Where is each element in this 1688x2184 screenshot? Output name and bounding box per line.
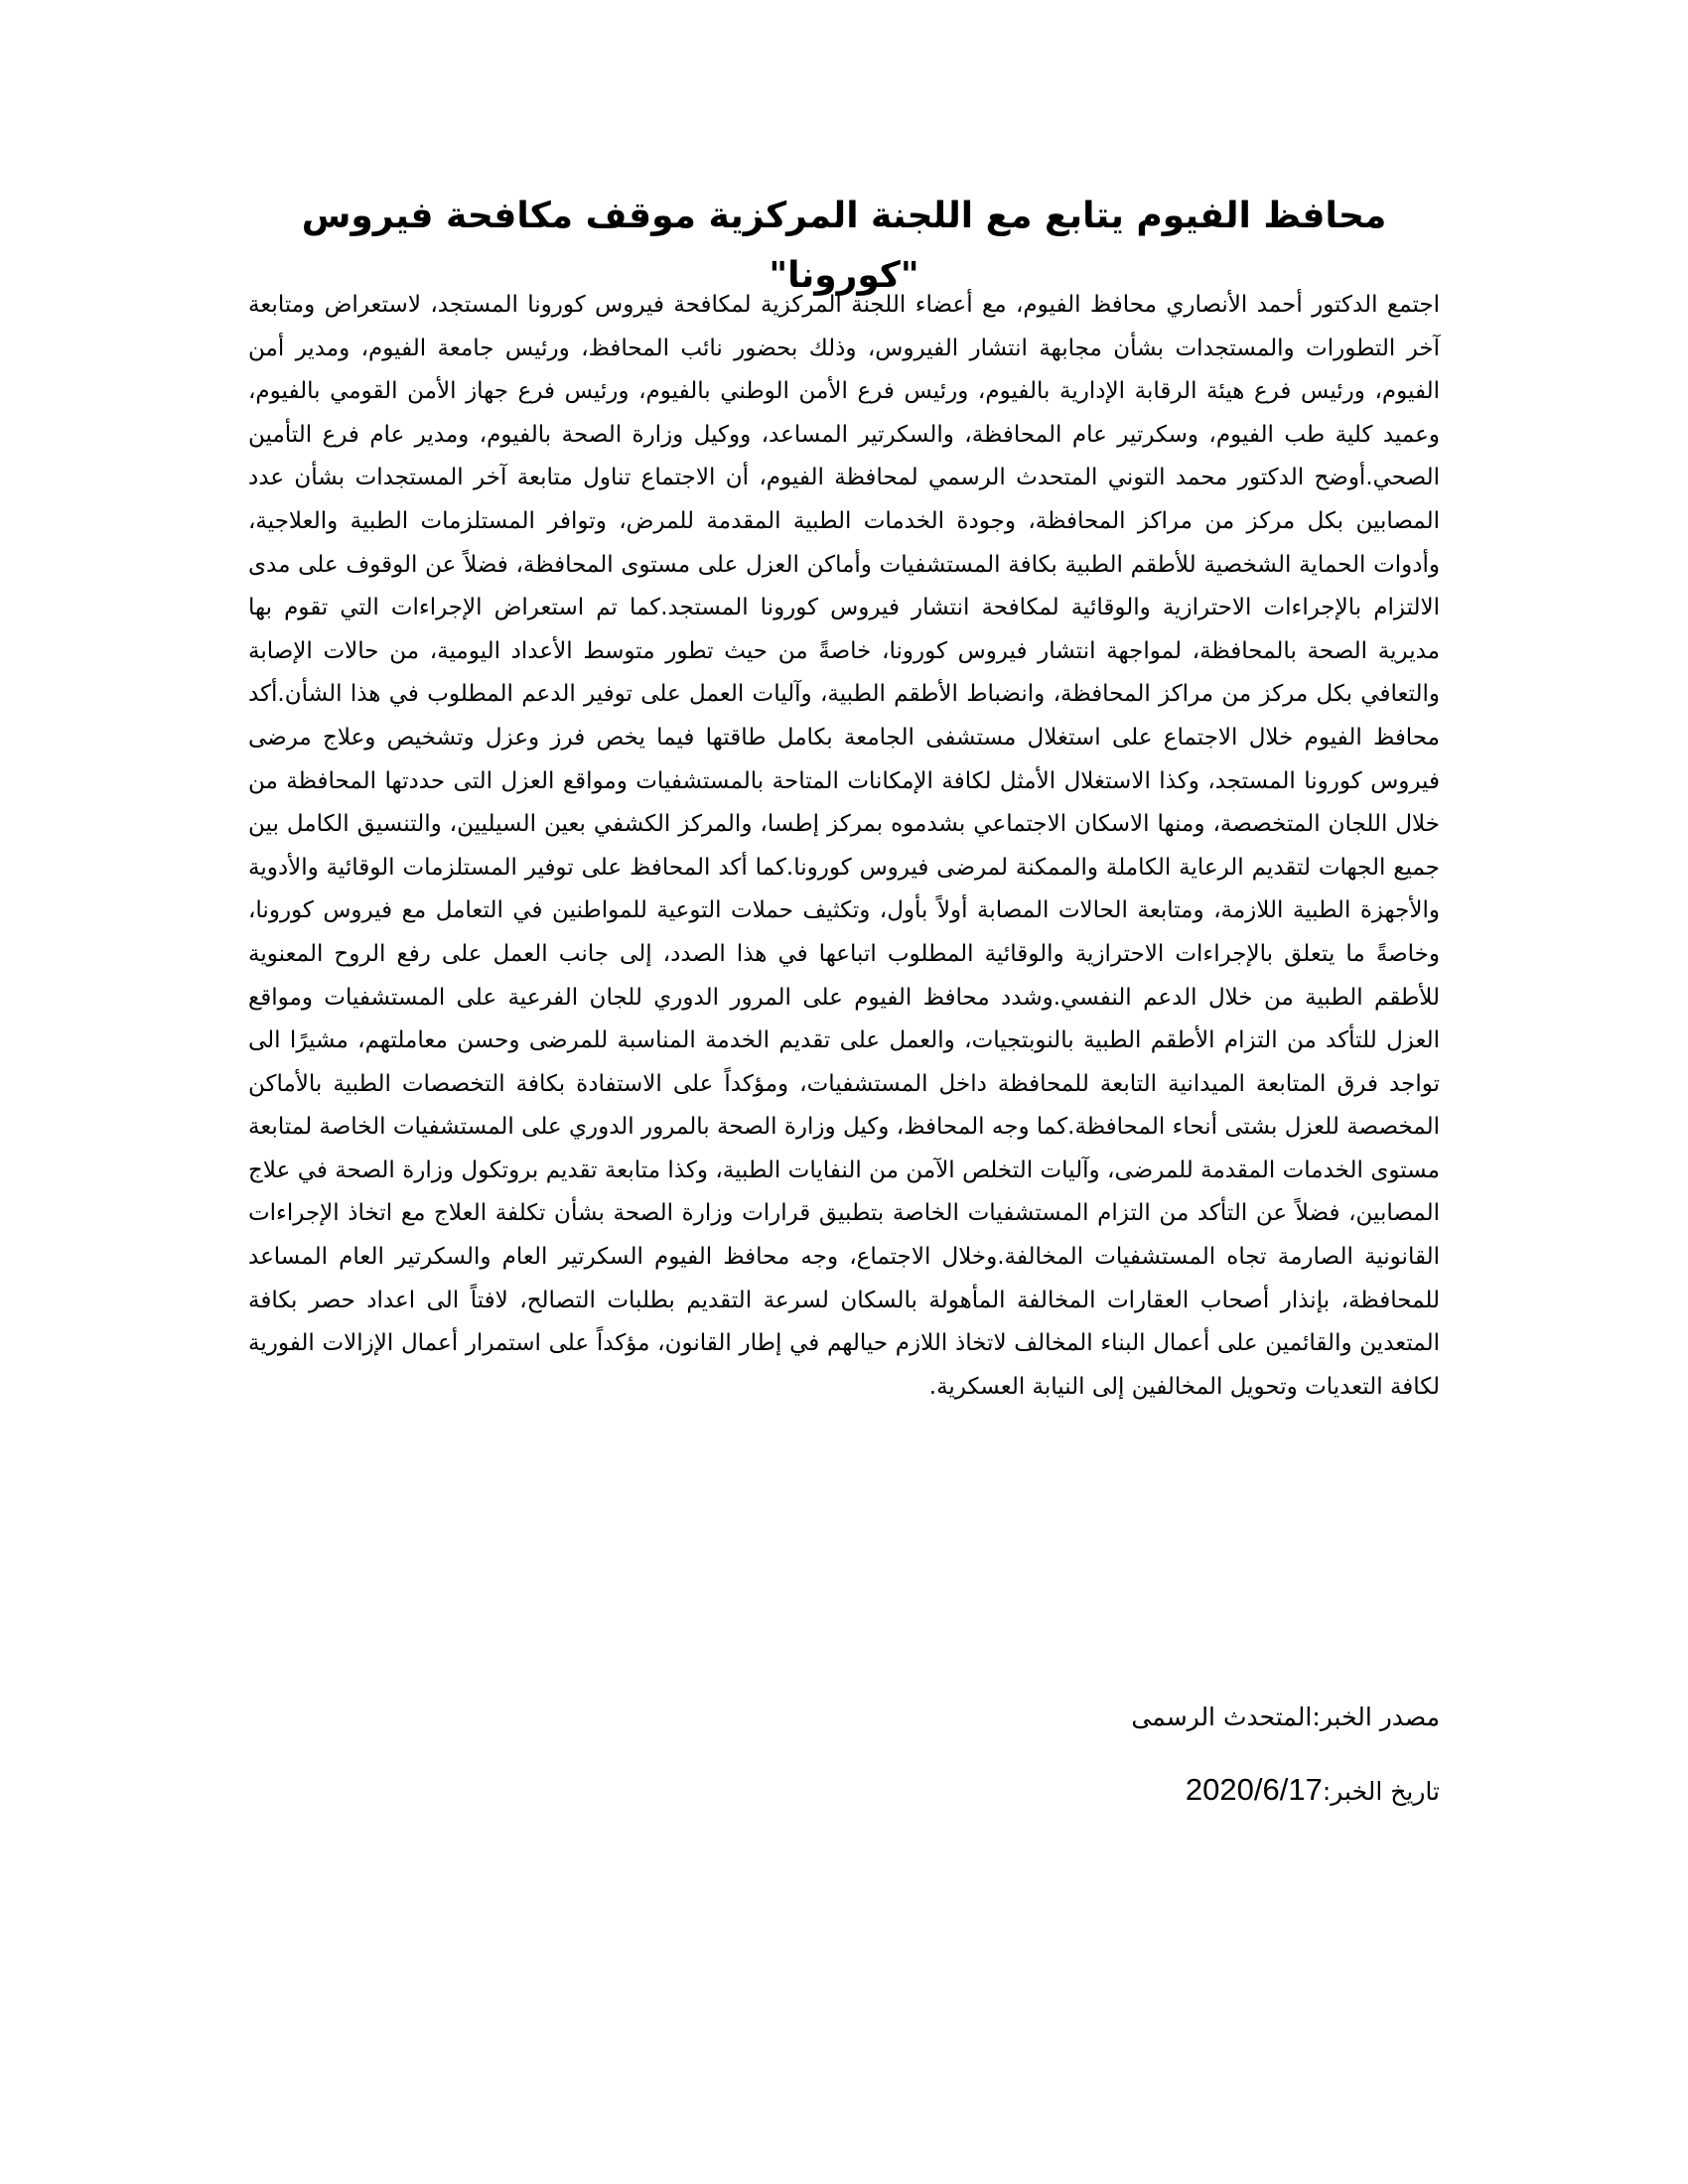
news-source-value: المتحدث الرسمى [1131,1703,1313,1731]
news-date-label: تاريخ الخبر: [1322,1777,1440,1806]
article-title: محافظ الفيوم يتابع مع اللجنة المركزية موقف مكافحة فيروس "كورونا" [301,196,1387,296]
news-date [1186,1770,1440,1812]
news-source-label: مصدر الخبر: [1312,1703,1440,1731]
news-date-value: 2020/6/17 [1185,1772,1323,1807]
article-body: اجتمع الدكتور أحمد الأنصاري محافظ الفيوم، مع أعضاء اللجنة المركزية لمكافحة فيروس كورونا المستجد، لاستعراض ومتابعة آخر التطورات والمستجدات بشأن مجابهة انتشار الفيروس، وذلك بحضور نائب المحافظ، ورئيس جامعة الفيوم، ومدير أمن الفيوم، ورئيس فرع هيئة الرقابة الإدارية بالفيوم، ورئيس فرع الأمن الوطني بالفيوم، ورئيس فرع جهاز الأمن القومي بالفيوم، وعميد كلية طب الفيوم، وسكرتير عام المحافظة، والسكرتير المساعد، ووكيل وزارة الصحة بالفيوم، ومدير عام فرع التأمين الصحي.أوضح الدكتور محمد التوني المتحدث الرسمي لمحافظة الفيوم، أن الاجتماع تناول متابعة آخر المستجدات بشأن عدد المصابين بكل مركز من مراكز المحافظة، وجودة الخدمات الطبية المقدمة للمرض، وتوافر المستلزمات الطبية والعلاجية، وأدوات الحماية الشخصية للأطقم الطبية بكافة المستشفيات وأماكن العزل على مستوى المحافظة، فضلاً عن الوقوف على مدى الالتزام بالإجراءات الاحترازية والوقائية لمكافحة انتشار فيروس كورونا المستجد.كما تم استعراض الإجراءات التي تقوم بها مديرية الصحة بالمحافظة، لمواجهة انتشار فيروس كورونا، خاصةً من حيث تطور متوسط الأعداد اليومية، من حالات الإصابة والتعافي بكل مركز من مراكز المحافظة، وانضباط الأطقم الطبية، وآليات العمل على توفير الدعم المطلوب في هذا الشأن.أكد محافظ الفيوم خلال الاجتماع على استغلال مستشفى الجامعة بكامل طاقتها فيما يخص فرز وعزل وتشخيص وعلاج مرضى فيروس كورونا المستجد، وكذا الاستغلال الأمثل لكافة الإمكانات المتاحة بالمستشفيات ومواقع العزل التى حددتها المحافظة من خلال اللجان المتخصصة، ومنها الاسكان الاجتماعي بشدموه بمركز إطسا، والمركز الكشفي بعين السيليين، والتنسيق الكامل بين جميع الجهات لتقديم الرعاية الكاملة والممكنة لمرضى فيروس كورونا.كما أكد المحافظ على توفير المستلزمات الوقائية والأدوية والأجهزة الطبية اللازمة، ومتابعة الحالات المصابة أولاً بأول، وتكثيف حملات التوعية للمواطنين في التعامل مع فيروس كورونا، وخاصةً ما يتعلق بالإجراءات الاحترازية والوقائية المطلوب اتباعها في هذا الصدد، إلى جانب العمل على رفع الروح المعنوية للأطقم الطبية من خلال الدعم النفسي.وشدد محافظ الفيوم على المرور الدوري للجان الفرعية على المستشفيات ومواقع العزل للتأكد من التزام الأطقم الطبية بالنوبتجيات، والعمل على تقديم الخدمة المناسبة للمرضى وحسن معاملتهم، مشيرًا الى تواجد فرق المتابعة الميدانية التابعة للمحافظة داخل المستشفيات، ومؤكداً على الاستفادة بكافة التخصصات الطبية بالأماكن المخصصة للعزل بشتى أنحاء المحافظة.كما وجه المحافظ، وكيل وزارة الصحة بالمرور الدوري على المستشفيات الخاصة لمتابعة مستوى الخدمات المقدمة للمرضى، وآليات التخلص الآمن من النفايات الطبية، وكذا متابعة تقديم بروتكول وزارة الصحة في علاج المصابين، فضلاً عن التأكد من التزام المستشفيات الخاصة بتطبيق قرارات وزارة الصحة بشأن تكلفة العلاج مع اتخاذ الإجراءات القانونية الصارمة تجاه المستشفيات المخالفة.وخلال الاجتماع، وجه محافظ الفيوم السكرتير العام والسكرتير العام المساعد للمحافظة، بإنذار أصحاب العقارات المخالفة المأهولة بالسكان لسرعة التقديم بطلبات التصالح، لافتاً الى اعداد حصر بكافة المتعدين والقائمين على أعمال البناء المخالف لاتخاذ اللازم حيالهم في إطار القانون، مؤكداً على استمرار أعمال الإزالات الفورية لكافة التعديات وتحويل المخالفين إلى النيابة العسكرية. [248,292,1440,1400]
news-source [1131,1698,1440,1737]
